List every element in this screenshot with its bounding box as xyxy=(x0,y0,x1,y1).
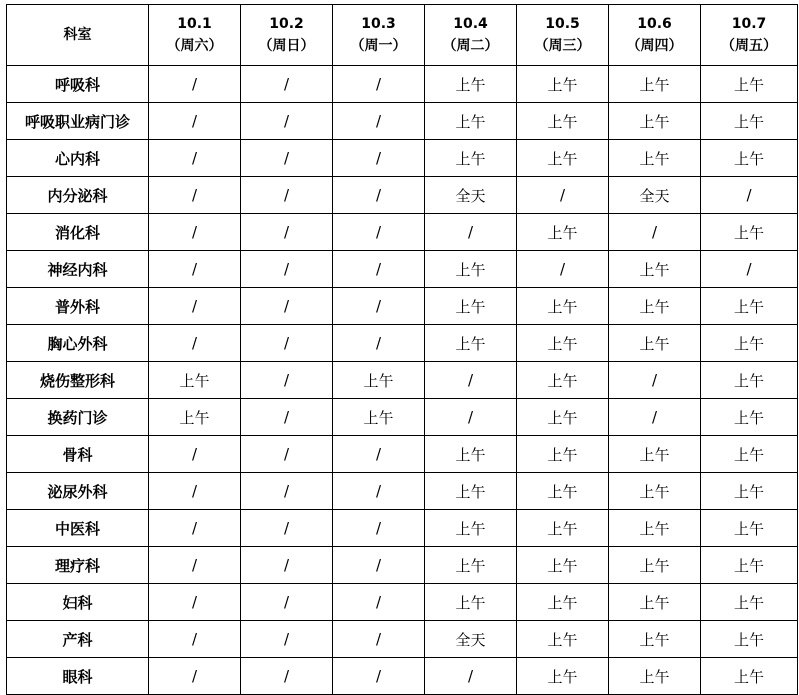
schedule-cell: 上午 xyxy=(425,103,517,140)
department-name: 心内科 xyxy=(7,140,149,177)
schedule-cell: / xyxy=(149,436,241,473)
schedule-cell: / xyxy=(241,214,333,251)
schedule-cell: / xyxy=(241,325,333,362)
schedule-cell: / xyxy=(241,140,333,177)
table-row xyxy=(7,362,798,399)
schedule-cell: / xyxy=(241,584,333,621)
schedule-cell: / xyxy=(149,251,241,288)
schedule-cell: 上午 xyxy=(701,103,798,140)
schedule-cell: / xyxy=(333,251,425,288)
table-row xyxy=(7,251,798,288)
schedule-cell: / xyxy=(241,288,333,325)
schedule-cell: 上午 xyxy=(701,473,798,510)
schedule-cell: / xyxy=(609,214,701,251)
schedule-cell: / xyxy=(241,473,333,510)
schedule-cell: / xyxy=(241,399,333,436)
schedule-cell: / xyxy=(241,251,333,288)
schedule-cell: 上午 xyxy=(517,399,609,436)
schedule-cell: 全天 xyxy=(425,177,517,214)
schedule-cell: / xyxy=(333,584,425,621)
schedule-cell: / xyxy=(333,103,425,140)
schedule-cell: 上午 xyxy=(517,510,609,547)
schedule-cell: / xyxy=(333,177,425,214)
schedule-cell: 上午 xyxy=(701,584,798,621)
schedule-cell: 上午 xyxy=(609,288,701,325)
table-row xyxy=(7,621,798,658)
schedule-cell: / xyxy=(425,658,517,695)
schedule-cell: 上午 xyxy=(701,658,798,695)
schedule-cell: / xyxy=(333,473,425,510)
schedule-cell: 上午 xyxy=(701,547,798,584)
schedule-cell: 上午 xyxy=(517,214,609,251)
schedule-cell: 上午 xyxy=(701,325,798,362)
date-column-header xyxy=(149,5,241,66)
schedule-cell: 上午 xyxy=(701,362,798,399)
schedule-cell: 上午 xyxy=(609,658,701,695)
schedule-cell: 上午 xyxy=(517,288,609,325)
schedule-cell: 上午 xyxy=(701,436,798,473)
department-name: 胸心外科 xyxy=(7,325,149,362)
schedule-cell: 上午 xyxy=(701,621,798,658)
clinic-schedule-table xyxy=(6,4,798,695)
date-column-header xyxy=(609,5,701,66)
schedule-cell: / xyxy=(241,658,333,695)
department-name: 内分泌科 xyxy=(7,177,149,214)
table-row xyxy=(7,103,798,140)
schedule-cell: 上午 xyxy=(701,214,798,251)
schedule-cell: / xyxy=(149,66,241,103)
department-name: 消化科 xyxy=(7,214,149,251)
schedule-cell: 上午 xyxy=(609,473,701,510)
department-name: 普外科 xyxy=(7,288,149,325)
schedule-cell: 上午 xyxy=(425,473,517,510)
schedule-cell: / xyxy=(149,325,241,362)
schedule-cell: 上午 xyxy=(609,103,701,140)
schedule-cell: / xyxy=(333,140,425,177)
schedule-cell: / xyxy=(241,177,333,214)
schedule-cell: / xyxy=(149,621,241,658)
schedule-cell: / xyxy=(517,177,609,214)
schedule-cell: / xyxy=(149,140,241,177)
department-name: 理疗科 xyxy=(7,547,149,584)
schedule-cell: / xyxy=(425,214,517,251)
table-row xyxy=(7,584,798,621)
schedule-cell: 上午 xyxy=(517,621,609,658)
department-name: 呼吸职业病门诊 xyxy=(7,103,149,140)
schedule-cell: 上午 xyxy=(425,66,517,103)
column-weekday: （周六） xyxy=(166,38,223,54)
schedule-cell: 上午 xyxy=(609,251,701,288)
table-header xyxy=(7,5,798,66)
column-weekday: （周一） xyxy=(350,38,407,54)
department-name: 换药门诊 xyxy=(7,399,149,436)
schedule-cell: / xyxy=(241,510,333,547)
schedule-cell: / xyxy=(333,658,425,695)
department-name: 中医科 xyxy=(7,510,149,547)
schedule-cell: 上午 xyxy=(701,66,798,103)
schedule-cell: / xyxy=(609,399,701,436)
schedule-cell: / xyxy=(241,436,333,473)
schedule-cell: / xyxy=(149,214,241,251)
schedule-cell: 上午 xyxy=(609,584,701,621)
department-name: 骨科 xyxy=(7,436,149,473)
table-row xyxy=(7,510,798,547)
schedule-cell: 上午 xyxy=(517,362,609,399)
schedule-cell: 上午 xyxy=(609,436,701,473)
table-row xyxy=(7,214,798,251)
column-date: 10.5 xyxy=(545,16,580,32)
schedule-cell: 上午 xyxy=(609,547,701,584)
schedule-cell: 上午 xyxy=(517,66,609,103)
schedule-cell: 上午 xyxy=(517,658,609,695)
schedule-cell: / xyxy=(333,510,425,547)
schedule-cell: / xyxy=(241,362,333,399)
column-date: 10.6 xyxy=(637,16,672,32)
schedule-cell: 上午 xyxy=(517,473,609,510)
schedule-cell: / xyxy=(333,214,425,251)
schedule-cell: 上午 xyxy=(517,584,609,621)
schedule-cell: 上午 xyxy=(609,621,701,658)
schedule-cell: / xyxy=(149,658,241,695)
date-column-header xyxy=(517,5,609,66)
department-name: 产科 xyxy=(7,621,149,658)
schedule-cell: / xyxy=(333,325,425,362)
schedule-cell: / xyxy=(149,473,241,510)
schedule-cell: 上午 xyxy=(517,436,609,473)
schedule-cell: 上午 xyxy=(149,399,241,436)
column-weekday: （周三） xyxy=(534,38,591,54)
schedule-cell: / xyxy=(701,177,798,214)
column-date: 10.7 xyxy=(731,16,767,32)
schedule-cell: / xyxy=(241,66,333,103)
schedule-cell: / xyxy=(241,547,333,584)
date-column-header xyxy=(333,5,425,66)
department-name: 眼科 xyxy=(7,658,149,695)
schedule-cell: 上午 xyxy=(517,140,609,177)
table-row xyxy=(7,436,798,473)
schedule-cell: 上午 xyxy=(517,103,609,140)
table-row xyxy=(7,66,798,103)
schedule-cell: / xyxy=(425,399,517,436)
department-name: 烧伤整形科 xyxy=(7,362,149,399)
column-date: 10.3 xyxy=(361,16,396,32)
schedule-cell: 全天 xyxy=(609,177,701,214)
department-name: 神经内科 xyxy=(7,251,149,288)
department-name: 泌尿外科 xyxy=(7,473,149,510)
schedule-cell: 上午 xyxy=(425,547,517,584)
schedule-cell: 上午 xyxy=(701,140,798,177)
schedule-cell: 上午 xyxy=(425,436,517,473)
schedule-cell: / xyxy=(149,510,241,547)
schedule-cell: 全天 xyxy=(425,621,517,658)
department-name: 呼吸科 xyxy=(7,66,149,103)
schedule-cell: 上午 xyxy=(609,510,701,547)
schedule-cell: 上午 xyxy=(425,510,517,547)
schedule-cell: / xyxy=(149,547,241,584)
table-body xyxy=(7,66,798,695)
column-date: 10.2 xyxy=(269,16,304,32)
schedule-cell: / xyxy=(333,66,425,103)
date-column-header xyxy=(425,5,517,66)
table-row xyxy=(7,325,798,362)
schedule-cell: / xyxy=(149,103,241,140)
schedule-cell: / xyxy=(609,362,701,399)
schedule-cell: 上午 xyxy=(333,399,425,436)
column-date: 10.1 xyxy=(177,16,212,32)
schedule-cell: / xyxy=(241,103,333,140)
table-row xyxy=(7,473,798,510)
table-row xyxy=(7,658,798,695)
table-row xyxy=(7,288,798,325)
schedule-cell: 上午 xyxy=(425,584,517,621)
schedule-cell: / xyxy=(517,251,609,288)
schedule-cell: 上午 xyxy=(425,288,517,325)
department-name: 妇科 xyxy=(7,584,149,621)
schedule-cell: / xyxy=(149,288,241,325)
column-weekday: （周日） xyxy=(258,38,315,54)
schedule-cell: 上午 xyxy=(701,510,798,547)
schedule-cell: / xyxy=(333,621,425,658)
schedule-cell: 上午 xyxy=(609,325,701,362)
schedule-cell: / xyxy=(333,436,425,473)
table-row xyxy=(7,399,798,436)
schedule-cell: 上午 xyxy=(609,140,701,177)
schedule-cell: / xyxy=(333,547,425,584)
department-column-header: 科室 xyxy=(7,5,149,66)
schedule-cell: 上午 xyxy=(701,399,798,436)
schedule-cell: / xyxy=(425,362,517,399)
schedule-cell: 上午 xyxy=(701,288,798,325)
schedule-cell: / xyxy=(149,584,241,621)
column-weekday: （周二） xyxy=(442,38,499,54)
schedule-cell: / xyxy=(333,288,425,325)
column-weekday: （周五） xyxy=(721,38,777,54)
schedule-cell: 上午 xyxy=(149,362,241,399)
header-row xyxy=(7,5,798,66)
table-row xyxy=(7,177,798,214)
schedule-cell: / xyxy=(149,177,241,214)
schedule-cell: 上午 xyxy=(425,140,517,177)
schedule-cell: 上午 xyxy=(517,547,609,584)
table-row xyxy=(7,140,798,177)
schedule-cell: 上午 xyxy=(425,325,517,362)
schedule-cell: 上午 xyxy=(517,325,609,362)
schedule-cell: / xyxy=(701,251,798,288)
schedule-cell: / xyxy=(241,621,333,658)
column-date: 10.4 xyxy=(453,16,488,32)
date-column-header xyxy=(701,5,798,66)
schedule-cell: 上午 xyxy=(425,251,517,288)
schedule-cell: 上午 xyxy=(333,362,425,399)
table-row xyxy=(7,547,798,584)
date-column-header xyxy=(241,5,333,66)
schedule-cell: 上午 xyxy=(609,66,701,103)
column-weekday: （周四） xyxy=(626,38,683,54)
